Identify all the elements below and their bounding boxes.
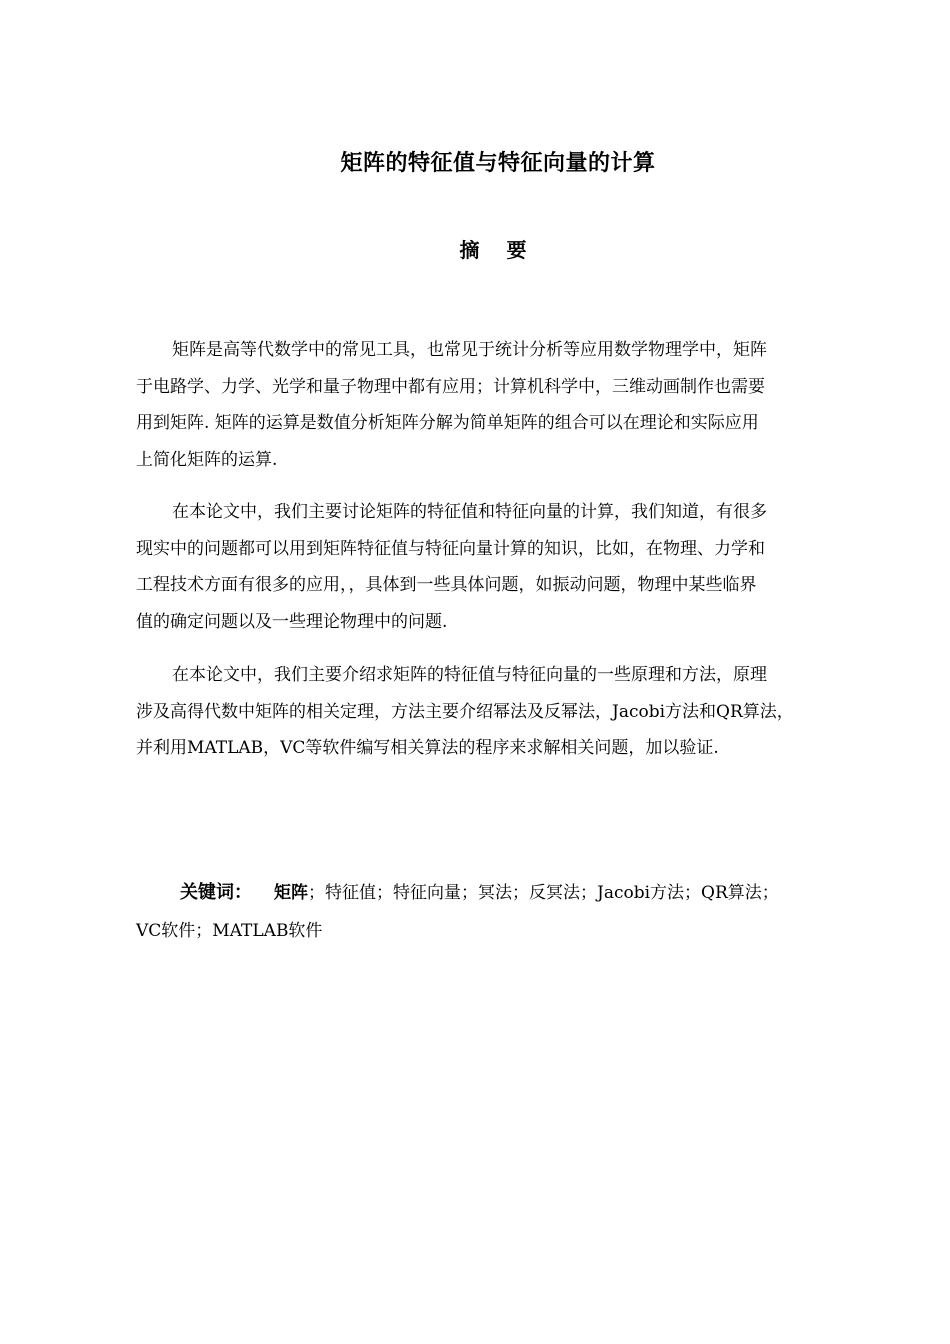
- paragraph-line: 矩阵是高等代数学中的常见工具，也常见于统计分析等应用数学物理学中，矩阵: [172, 340, 767, 360]
- keywords-label: 关键词：: [180, 882, 252, 903]
- keywords-section: [136, 874, 876, 950]
- paragraph-line: 于电路学、力学、光学和量子物理中都有应用；计算机科学中，三维动画制作也需要: [136, 376, 765, 397]
- abstract-paragraph: [136, 494, 876, 640]
- abstract-paragraph: [136, 332, 876, 478]
- paragraph-line: 上简化矩阵的运算.: [136, 449, 278, 470]
- paragraph-line: 在本论文中，我们主要讨论矩阵的特征值和特征向量的计算，我们知道，有很多: [172, 502, 767, 522]
- paragraph-line: 现实中的问题都可以用到矩阵特征值与特征向量计算的知识，比如，在物理、力学和: [136, 538, 765, 559]
- paragraph-line: 并利用MATLAB，VC等软件编写相关算法的程序来求解相关问题，加以验证.: [136, 738, 719, 758]
- paragraph-line: 在本论文中，我们主要介绍求矩阵的特征值与特征向量的一些原理和方法，原理: [172, 665, 767, 685]
- keywords-list-continued: VC软件；MATLAB软件: [136, 921, 323, 941]
- keywords-list: ；特征值；特征向量；冥法；反冥法；Jacobi方法；QR算法；: [308, 883, 779, 903]
- document-title: 矩阵的特征值与特征向量的计算: [340, 151, 656, 176]
- abstract-heading: 摘 要: [459, 238, 537, 262]
- keyword-first: 矩阵: [274, 883, 308, 903]
- paragraph-line: 涉及高得代数中矩阵的相关定理，方法主要介绍幂法及反幂法，Jacobi方法和QR算法，: [136, 701, 794, 722]
- abstract-paragraph: [136, 657, 876, 767]
- paragraph-line: 用到矩阵. 矩阵的运算是数值分析矩阵分解为简单矩阵的组合可以在理论和实际应用: [136, 413, 759, 433]
- paragraph-line: 工程技术方面有很多的应用，，具体到一些具体问题，如振动问题，物理中某些临界: [136, 575, 757, 595]
- paragraph-line: 值的确定问题以及一些理论物理中的问题.: [136, 611, 448, 632]
